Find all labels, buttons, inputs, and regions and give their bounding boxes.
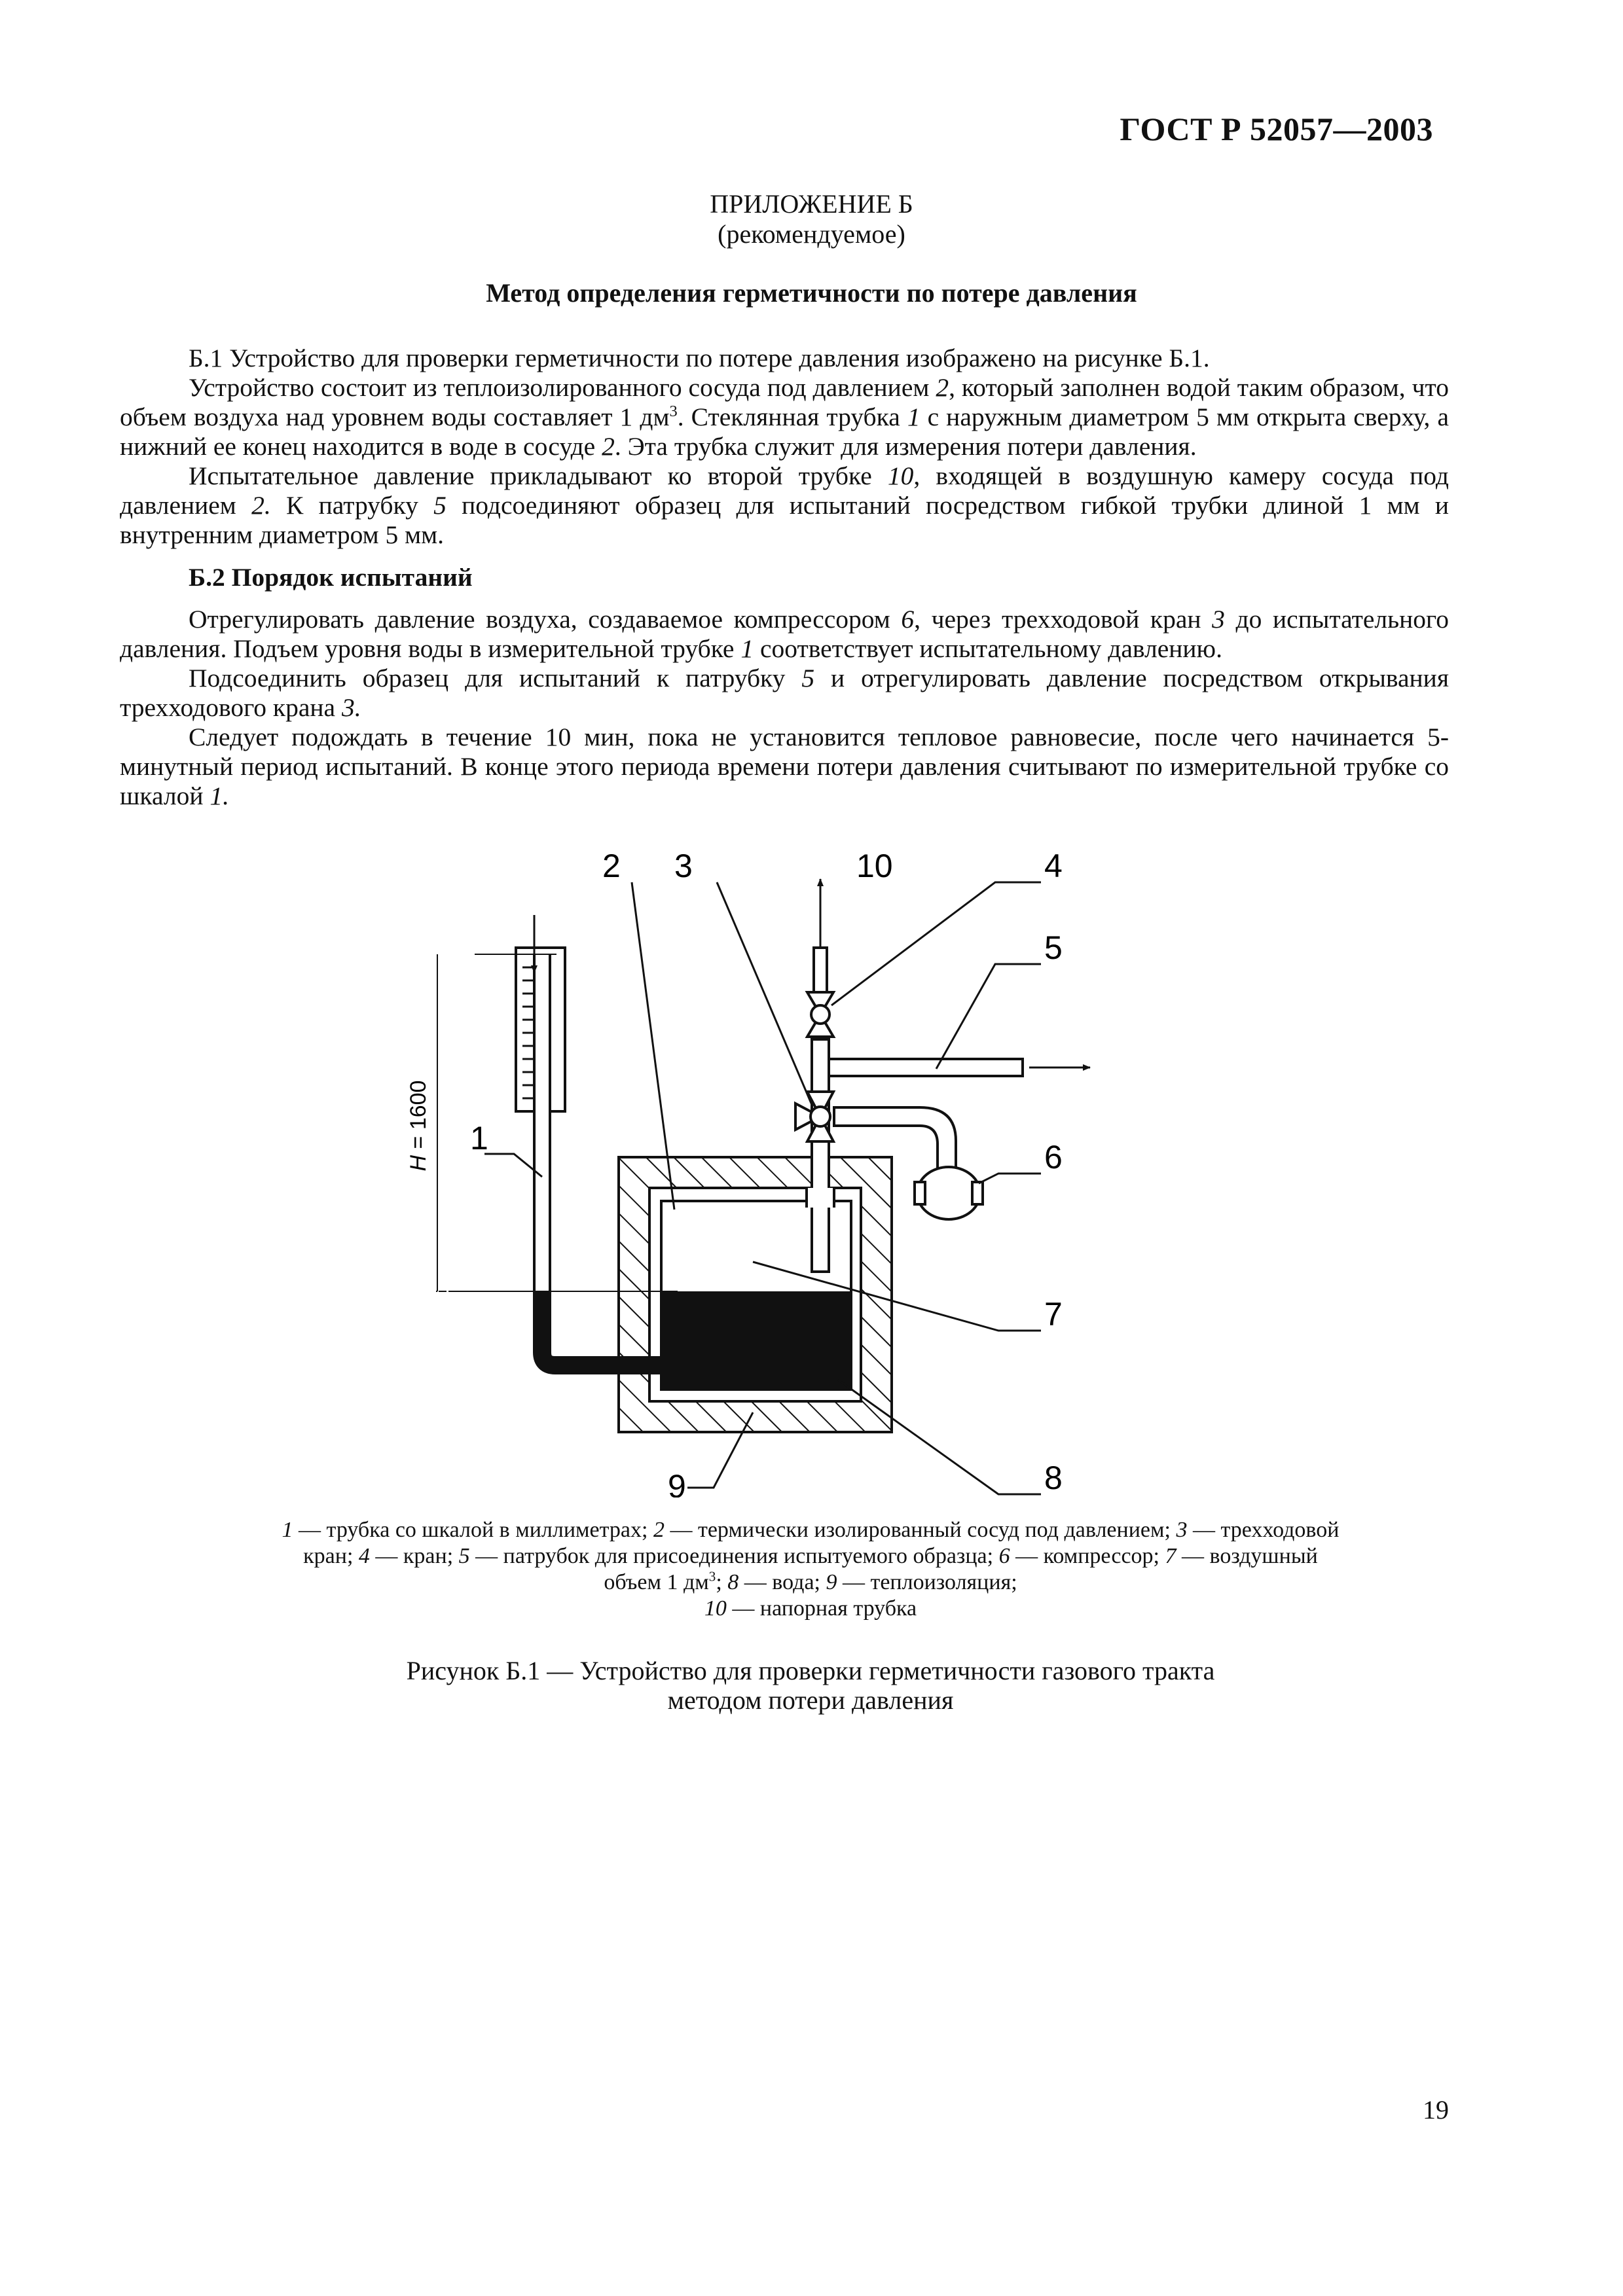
label-5: 5 bbox=[1044, 929, 1063, 966]
paragraph-connect: Подсоединить образец для испытаний к патрубку 5 и отрегулировать давление посредством открывания трехходового крана 3. bbox=[120, 664, 1449, 722]
figure-legend: 1 — трубка со шкалой в миллиметрах; 2 — термически изолированный сосуд под давлением; 3 — трехходовой кран; 4 — кран; 5 — патрубок для присоединения испытуемого образца; 6 — компрессор; 7 — воздушный объем 1 $дм^3$; 8 — вода; 9 — теплоизоляция; 10 — напорная трубка bbox=[282, 1518, 1340, 1621]
paragraph-b1: Б.1 Устройство для проверки герметичности по потере давления изображено на рисунке Б.1. bbox=[189, 344, 1210, 372]
annex-status-note: (рекомендуемое) bbox=[718, 219, 905, 249]
label-1: 1 bbox=[470, 1120, 488, 1157]
label-9: 9 bbox=[668, 1468, 686, 1498]
annex-title: ПРИЛОЖЕНИЕ Б bbox=[710, 189, 913, 219]
caption-line-1: Рисунок Б.1 — Устройство для проверки герметичности газового тракта bbox=[406, 1656, 1215, 1685]
figure-b1-diagram bbox=[386, 843, 1146, 1498]
compressor bbox=[915, 1167, 983, 1219]
label-4: 4 bbox=[1044, 848, 1063, 884]
figure-caption bbox=[274, 1656, 1347, 1715]
paragraph-device: Устройство состоит из теплоизолированного сосуда под давлением 2, который заполнен водой таким образом, что объем воздуха над уровнем воды составляет 1 $дм^3$. Стеклянная трубка 1 с наружным диаметром 5 мм открыта сверху, а нижний ее конец находится в воде в сосуде 2. Эта трубка служит для измерения потери давления. bbox=[120, 373, 1449, 461]
page-number: 19 bbox=[1423, 2095, 1449, 2125]
body-text bbox=[120, 344, 1449, 811]
label-8: 8 bbox=[1044, 1460, 1063, 1496]
paragraph-test-pressure: Испытательное давление прикладывают ко второй трубке 10, входящей в воздушную камеру сосуда под давлением 2. К патрубку 5 подсоединяют образец для испытаний посредством гибкой трубки длиной 1 мм и внутренним диаметром 5 мм. bbox=[120, 461, 1450, 549]
paragraph-adjust: Отрегулировать давление воздуха, создаваемое компрессором 6, через трехходовой кран 3 до испытательного давления. Подъем уровня воды в измерительной трубке 1 соответствует испытательному давлению. bbox=[120, 605, 1450, 663]
label-3: 3 bbox=[674, 848, 693, 884]
paragraph-wait: Следует подождать в течение 10 мин, пока не установится тепловое равновесие, после чего начинается 5-минутный период испытаний. В конце этого периода времени потери давления считывают по измерительной трубке со шкалой 1. bbox=[120, 723, 1449, 810]
document-code: ГОСТ Р 52057—2003 bbox=[1120, 111, 1433, 147]
dimension-label: H = 1600 bbox=[406, 1080, 431, 1172]
label-10: 10 bbox=[856, 848, 893, 884]
label-2: 2 bbox=[602, 848, 621, 884]
subsection-title: Б.2 Порядок испытаний bbox=[189, 563, 473, 592]
caption-line-2: методом потери давления bbox=[667, 1685, 954, 1715]
section-title: Метод определения герметичности по потере давления bbox=[486, 278, 1137, 308]
label-6: 6 bbox=[1044, 1139, 1063, 1175]
label-7: 7 bbox=[1044, 1296, 1063, 1333]
